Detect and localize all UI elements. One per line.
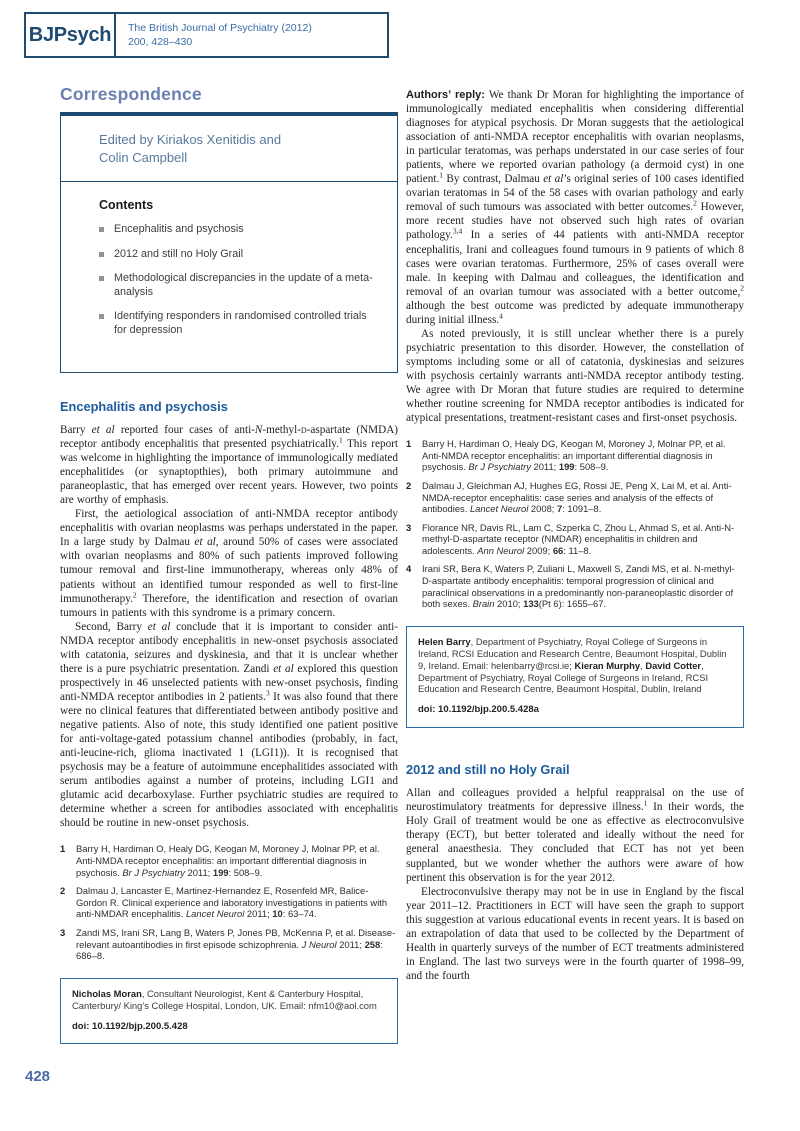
editor-contents-box bbox=[60, 112, 398, 373]
reference-item bbox=[406, 438, 744, 473]
bullet-square-icon bbox=[99, 252, 104, 257]
letter2-paragraph: Electroconvulsive therapy may not be in use in England by the fiscal year 2011–12. Practitioners in ECT will have seen the graph to support this suggestion at various educational events in recent years. It is based on an extrapolation of data that used to be collected by the Department of Health in quarterly surveys of the number of ECT treatments administered in England. The last two surveys were in the fourth quarter of 1998–99, and the fourth bbox=[406, 885, 744, 982]
doi: doi: 10.1192/bjp.200.5.428a bbox=[418, 704, 539, 716]
page-number: 428 bbox=[25, 1068, 51, 1085]
reference-text: Dalmau J, Lancaster E, Martinez-Hernandez E, Rosenfeld MR, Balice-Gordon R. Clinical experience and laboratory investigations in patients with anti-NMDAR encephalitis. Lancet Neurol 2011; 10: 63–74. bbox=[76, 885, 388, 920]
bullet-square-icon bbox=[99, 314, 104, 319]
reference-number: 4 bbox=[406, 563, 412, 575]
reference-text: Irani SR, Bera K, Waters P, Zuliani L, Maxwell S, Zandi MS, et al. N-methyl-D-aspartate antibody encephalitis: temporal progression of clinical and paraclinical observations in a predominantly non-paraneoplastic disorder of both sexes. Brain 2010; 133(Pt 6): 1655–67. bbox=[422, 563, 735, 610]
reference-number: 2 bbox=[406, 479, 412, 491]
reference-text: Florance NR, Davis RL, Lam C, Szperka C, Zhou L, Ahmad S, et al. Anti-N-methyl-D-aspartate receptor (NMDAR) encephalitis in children and adolescents. Ann Neurol 2009; 66: 11–8. bbox=[422, 521, 735, 556]
contents-item bbox=[99, 272, 377, 299]
contents-item bbox=[99, 310, 377, 337]
reference-item bbox=[60, 885, 398, 920]
reference-item bbox=[60, 927, 398, 962]
contents-item-label: Methodological discrepancies in the update of a meta-analysis bbox=[114, 272, 373, 298]
reference-text: Dalmau J, Gleichman AJ, Hughes EG, Rossi JE, Peng X, Lai M, et al. Anti-NMDA-receptor encephalitis: case series and analysis of the effects of antibodies. Lancet Neurol 2008; 7: 1091–8. bbox=[422, 479, 732, 515]
contents-item-label: 2012 and still no Holy Grail bbox=[114, 247, 244, 260]
journal-header bbox=[24, 12, 389, 58]
reference-text: Barry H, Hardiman O, Healy DG, Keogan M, Moroney J, Molnar PP, et al. Anti-NMDA receptor encephalitis: an important differential diagnosis in psychosis. Br J Psychiatry 2011; 199: 508–9. bbox=[422, 438, 726, 473]
contents-item-label: Identifying responders in randomised controlled trials for depression bbox=[114, 310, 367, 336]
letter1-title: Encephalitis and psychosis bbox=[60, 399, 228, 414]
bjpsych-logo: BJPsych bbox=[26, 14, 116, 56]
contents-item bbox=[99, 248, 377, 262]
letter1-paragraph: Second, Barry et al conclude that it is important to consider anti-NMDA receptor antibody encephalitis in new-onset psychosis associated with catatonia, seizures and dyskinesia, and that it is unclear whether there is a pure psychiatric presentation. Zandi et al explored this question prospectively in 46 unselected patients with new-onset psychosis, finding anti-NMDA receptor antibodies in 2 patients.$^3$ It was also found that there were no clinical features that differentiated between antibody positive and negative patients. Also of note, this study identified one patient positive for anti-voltage-gated potassium channel antibodies (probably, in fact, anti-leucine-rich, glioma inactivated 1 (LGI1)). It is recognised that psychosis may be a feature of autoimmune encephalitides associated with serum antibodies against a number of proteins, including LGI1 and glutamic acid decarboxylase. Further psychiatric studies are required to determine whether a screen for antibodies associated with encephalitis should be routine in new-onset psychosis. bbox=[60, 620, 398, 830]
journal-title-line: The British Journal of Psychiatry (2012) bbox=[128, 22, 312, 34]
journal-info bbox=[116, 14, 387, 56]
reference-number: 2 bbox=[60, 885, 66, 897]
contents-title: Contents bbox=[99, 198, 154, 212]
reference-text: Zandi MS, Irani SR, Lang B, Waters P, Jones PB, McKenna P, et al. Disease-relevant autoantibodies in first episode schizophrenia. J Neurol 2011; 258: 686–8. bbox=[76, 926, 396, 962]
authors-reply-paragraph: As noted previously, it is still unclear whether there is a purely psychiatric presentation to this disorder. However, the constellation of symptoms including some or all of catatonia, dyskinesias and seizures with psychosis certainly warrants anti-NMDA receptor antibody testing. We agree with Dr Moran that future studies are required to determine whether routine screening for NMDA receptor antibodies is indicated for atypical presentations, treatment-resistant cases and first-onset psychosis. bbox=[406, 327, 744, 425]
letter1-reference-list bbox=[60, 843, 398, 961]
letter1-paragraph: First, the aetiological association of anti-NMDA receptor antibody encephalitis with ovarian neoplasms was perhaps understated in the paper. In a large study by Dalmau et al, around 50% of cases were associated with ovarian neoplasms and 80% of such patients improved following tumour removal and first-line immunotherapy, whereas only 48% of patients without an identified tumour responded as well to first-line immunotherapy.$^2$ Therefore, the identification and resection of ovarian tumours in patients with this syndrome is a primary concern. bbox=[60, 508, 398, 619]
contents-item-label: Encephalitis and psychosis bbox=[114, 223, 244, 235]
reference-number: 3 bbox=[406, 521, 412, 533]
journal-issue-line: 200, 428–430 bbox=[128, 36, 193, 48]
right-column bbox=[406, 88, 744, 983]
reference-number: 1 bbox=[406, 438, 412, 450]
reference-number: 1 bbox=[60, 843, 66, 855]
reference-item bbox=[406, 480, 744, 515]
bullet-square-icon bbox=[99, 276, 104, 281]
letter1-author-box bbox=[60, 978, 398, 1045]
reference-item bbox=[60, 843, 398, 878]
contents-section bbox=[61, 182, 397, 372]
bullet-square-icon bbox=[99, 227, 104, 232]
edited-by-text: Edited by Kiriakos Xenitidis and Colin Campbell bbox=[61, 116, 397, 182]
correspondence-title: Correspondence bbox=[60, 84, 202, 104]
reference-number: 3 bbox=[60, 926, 66, 938]
doi: doi: 10.1192/bjp.200.5.428 bbox=[72, 1020, 188, 1032]
author-affiliation: Helen Barry, Department of Psychiatry, Royal College of Surgeons in Ireland, RCSI Education and Research Centre, Beaumont Hospital, Dublin 9, Ireland. Email: helenbarry@rcsi.ie; Kieran Murphy, David Cotter, Department of Psychiatry, Royal College of Surgeons in Ireland, RCSI Education and Research Centre, Beaumont Hospital, Dublin, Ireland bbox=[418, 635, 727, 695]
letter2-paragraph: Allan and colleagues provided a helpful reappraisal on the use of neurostimulatory treatments for depressive illness.$^1$ In their words, the Holy Grail of treatment would be one as effective as electroconvulsive therapy (ECT), but better tolerated and ideally without the need for general anaesthesia. They concluded that ECT has not yet been supplanted, but we wonder whether the authors were aware of how pertinent this observation is for the year 2012. bbox=[406, 787, 744, 884]
reply-reference-list bbox=[406, 438, 744, 610]
contents-item bbox=[99, 223, 377, 237]
authors-reply-paragraph: Authors’ reply: We thank Dr Moran for highlighting the importance of immunologically mediated encephalitis when considering differential diagnoses for atypical psychosis. Dr Moran suggests that the aetiological association of anti-NMDA receptor encephalitis with ovarian neoplasms, in particular teratomas, was perhaps understated in our case series of four patients, where we reported ovarian pathology (a dermoid cyst) in one patient.$^1$ By contrast, Dalmau et al’s original series of 100 cases identified ovarian teratomas in 54 of the 58 cases with ovarian pathology and early removal of such tumours was associated with better outcomes.$^2$ However, more recent studies have not observed such high rates of ovarian pathology.$^{3,4}$ In a series of 44 patients with anti-NMDA receptor encephalitis, Irani and colleagues found tumours in 9 patients of which 8 cases were ovarian teratomas. Furthermore, 25% of cases overall were male. In keeping with Dalmau and colleagues, the identification and removal of an ovarian tumour was associated with a better outcome,$^2$ although the best outcome was predicted by adequate immunotherapy during initial illness.$^4$ bbox=[406, 89, 744, 326]
letter2-title: 2012 and still no Holy Grail bbox=[406, 762, 570, 778]
author-affiliation: Nicholas Moran, Consultant Neurologist, Kent & Canterbury Hospital, Canterbury/ King’s College Hospital, London, UK. Email: nfm10@aol.com bbox=[72, 987, 377, 1011]
reference-text: Barry H, Hardiman O, Healy DG, Keogan M, Moroney J, Molnar PP, et al. Anti-NMDA receptor encephalitis: an important differential diagnosis in psychosis. Br J Psychiatry 2011; 199: 508–9. bbox=[76, 843, 380, 878]
reference-item bbox=[406, 563, 744, 609]
letter1-paragraph: Barry et al reported four cases of anti-N-methyl-d-aspartate (NMDA) receptor antibody encephalitis that presented psychiatrically.$^1$ This report was welcome in highlighting the importance of immunologically mediated encephalitides (or synaptopthies), both primary autoimmune and paraneoplastic, that has emerged over recent years. However, two points are worthy of emphasis. bbox=[60, 424, 399, 507]
reference-item bbox=[406, 522, 744, 557]
reply-author-box bbox=[406, 626, 744, 728]
contents-list bbox=[99, 223, 377, 337]
left-column bbox=[60, 84, 398, 1044]
